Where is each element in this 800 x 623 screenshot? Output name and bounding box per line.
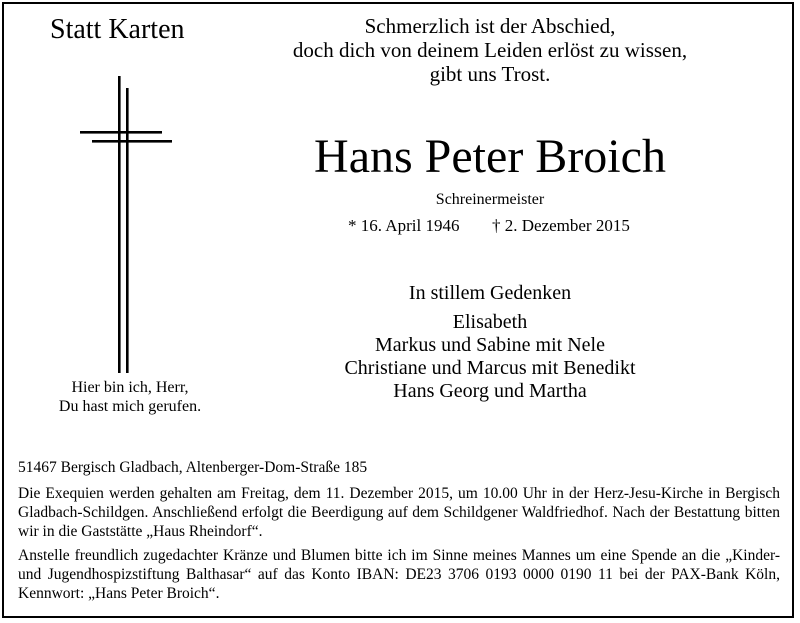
- birth-date: * 16. April 1946: [348, 216, 460, 235]
- mourner-line: Hans Georg und Martha: [393, 380, 587, 402]
- opening-quote: [280, 14, 700, 86]
- mourner-line: Elisabeth: [452, 311, 528, 333]
- funeral-info: Die Exequien werden gehalten am Freitag, dem 11. Dezember 2015, um 10.00 Uhr in der Herz-Jesu-Kirche in Bergisch Gladbach-Schildgen. Anschließend erfolgt die Beerdigung auf dem Schildgener Waldfriedhof. Nach der Bestattung bitten wir in die Gaststätte „Haus Rheindorf“.: [18, 485, 780, 540]
- quote-line: Schmerzlich ist der Abschied,: [364, 14, 616, 38]
- donation-info: Anstelle freundlich zugedachter Kränze und Blumen bitte ich im Sinne meines Mannes um eine Spende an die „Kinder- und Jugendhospizstiftung Balthasar“ auf das Konto IBAN: DE23 3706 0193 0000 0190 11 bei der PAX-Bank Köln, Kennwort: „Hans Peter Broich“.: [18, 547, 780, 602]
- quote-line: gibt uns Trost.: [429, 62, 551, 86]
- mourner-line: Markus und Sabine mit Nele: [375, 334, 605, 356]
- mourners-intro: In stillem Gedenken: [408, 282, 572, 304]
- deceased-occupation: Schreinermeister: [435, 191, 545, 208]
- address: 51467 Bergisch Gladbach, Altenberger-Dom-Straße 185: [18, 459, 368, 476]
- quote-line: doch dich von deinem Leiden erlöst zu wissen,: [292, 38, 688, 62]
- motto-line: Du hast mich gerufen.: [58, 398, 202, 415]
- death-date: † 2. Dezember 2015: [492, 216, 630, 235]
- motto-line: Hier bin ich, Herr,: [71, 379, 189, 396]
- footer: [18, 458, 780, 603]
- deceased-name: Hans Peter Broich: [314, 130, 666, 183]
- mourner-line: Christiane und Marcus mit Benedikt: [344, 357, 636, 379]
- statt-karten-label: Statt Karten: [50, 14, 185, 45]
- motto: [40, 378, 220, 416]
- cross-icon: [76, 76, 176, 376]
- mourners-block: [280, 282, 700, 403]
